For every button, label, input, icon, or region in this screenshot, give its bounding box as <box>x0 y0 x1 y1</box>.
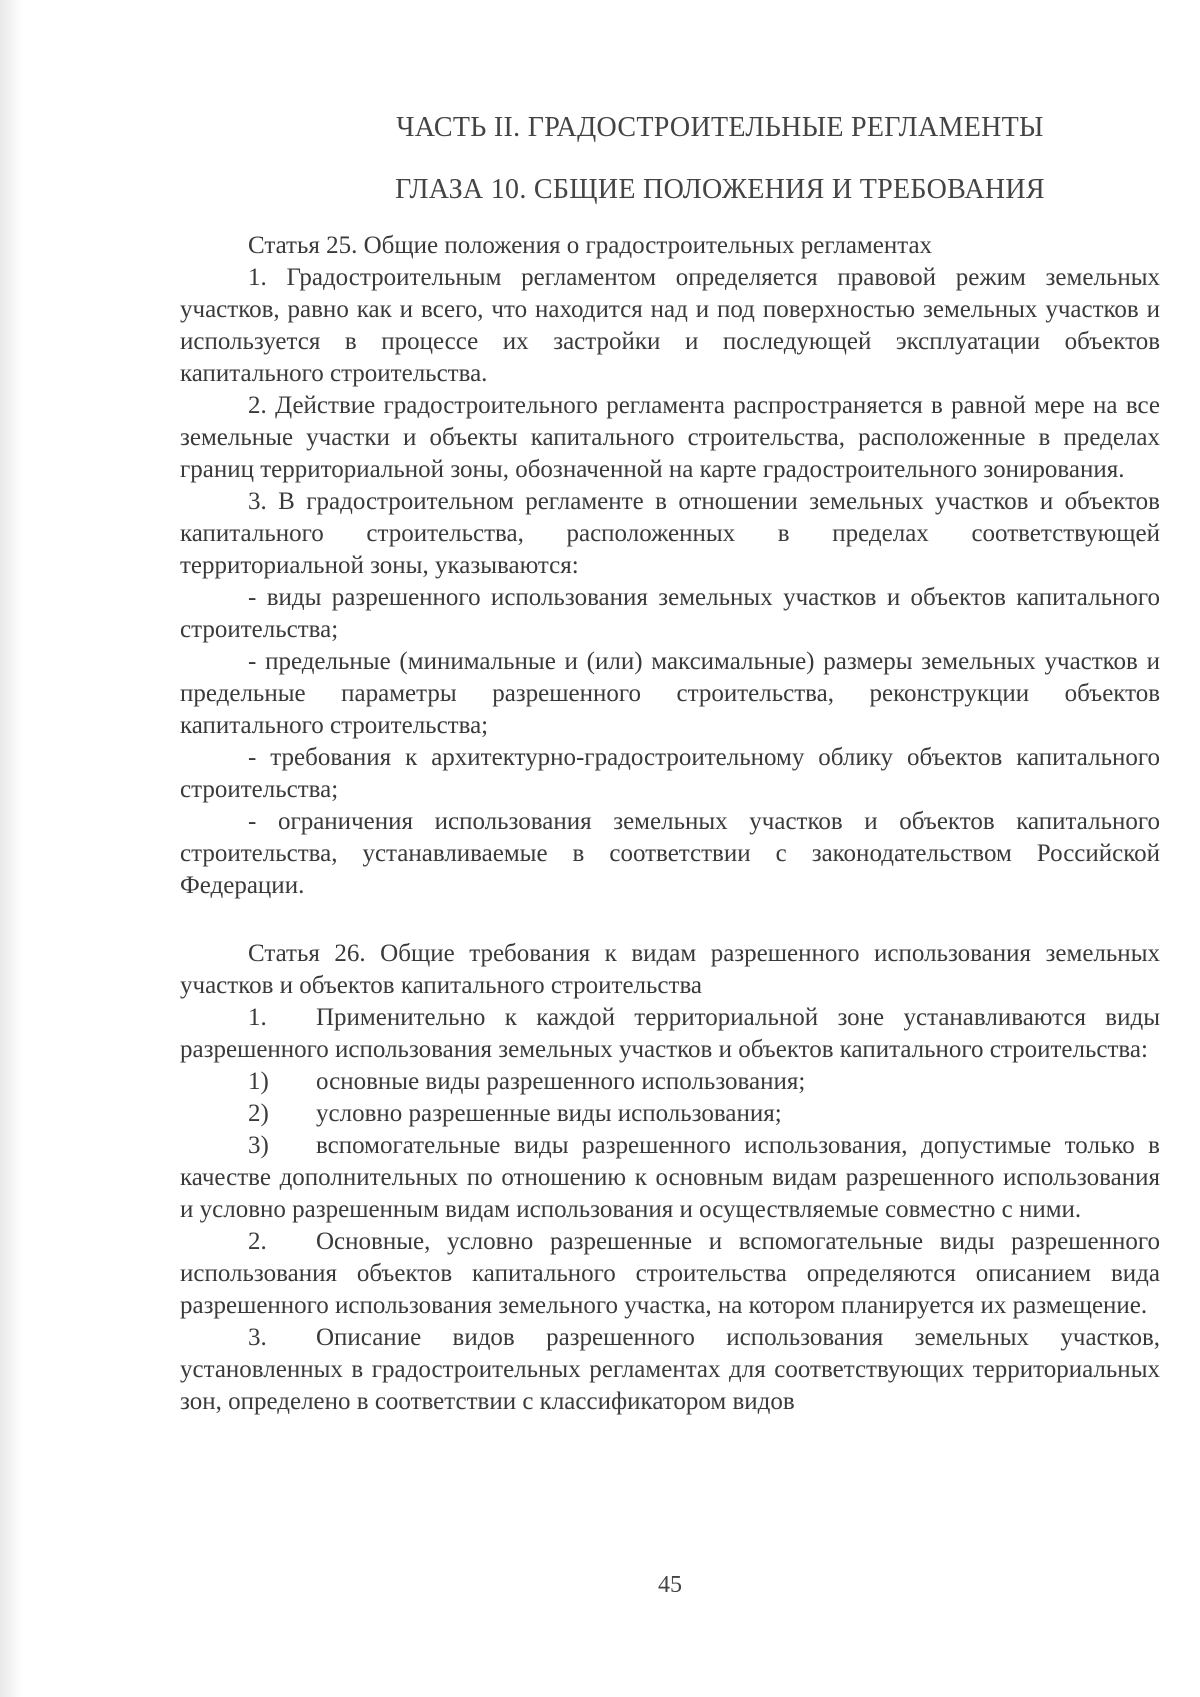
item-text: Описание видов разрешенного использования земельных участков, установленных в градостроительных регламентах для соответствующих территориальных зон, определено в соответствии с классификатором видов <box>180 1324 1160 1415</box>
article-26-items <box>180 1002 1160 1418</box>
article-25 <box>180 230 1160 902</box>
article-26-title: Статья 26. Общие требования к видам разрешенного использования земельных участков и объектов капитального строительства <box>180 940 1160 999</box>
item-text: Основные, условно разрешенные и вспомогательные виды разрешенного использования объектов капитального строительства определяются описанием вида разрешенного использования земельного участка, на котором планируется их размещение. <box>180 1228 1160 1319</box>
scan-edge-shadow <box>0 0 22 1697</box>
item-text: Применительно к каждой территориальной зоне устанавливаются виды разрешенного использования земельных участков и объектов капитального строительства: <box>180 1004 1160 1063</box>
document-page <box>180 112 1160 1418</box>
article-25-list-item: - требования к архитектурно-градостроительному облику объектов капитального строительства; <box>180 744 1160 803</box>
article-26-item <box>180 1098 1160 1130</box>
article-26-item <box>180 1002 1160 1066</box>
article-25-list-item: - ограничения использования земельных участков и объектов капитального строительства, устанавливаемые в соответствии с законодательством Российской Федерации. <box>180 808 1160 899</box>
item-number: 2. <box>248 1228 267 1255</box>
item-number: 2) <box>248 1100 269 1127</box>
article-25-paragraph: 2. Действие градостроительного регламента распространяется в равной мере на все земельные участки и объекты капитального строительства, расположенные в пределах границ территориальной зоны, обозначенной на карте градостроительного зонирования. <box>180 392 1160 483</box>
chapter-title: ГЛАЗА 10. СБЩИЕ ПОЛОЖЕНИЯ И ТРЕБОВАНИЯ <box>395 174 1045 205</box>
article-25-list-item: - предельные (минимальные и (или) максимальные) размеры земельных участков и предельные параметры разрешенного строительства, реконструкции объектов капитального строительства; <box>180 648 1160 739</box>
item-text: вспомогательные виды разрешенного использования, допустимые только в качестве дополнительных по отношению к основным видам разрешенного использования и условно разрешенным видам использования и осуществляемые совместно с ними. <box>180 1132 1160 1223</box>
article-25-paragraph: 3. В градостроительном регламенте в отношении земельных участков и объектов капитального строительства, расположенных в пределах соответствующей территориальной зоны, указываются: <box>180 488 1160 579</box>
article-26 <box>180 938 1160 1418</box>
article-26-item <box>180 1130 1160 1226</box>
part-title: ЧАСТЬ II. ГРАДОСТРОИТЕЛЬНЫЕ РЕГЛАМЕНТЫ <box>396 112 1044 143</box>
article-25-list-item: - виды разрешенного использования земельных участков и объектов капитального строительства; <box>180 584 1160 643</box>
page-number: 45 <box>658 1572 682 1598</box>
article-25-title: Статья 25. Общие положения о градостроительных регламентах <box>248 232 933 259</box>
item-text: условно разрешенные виды использования; <box>316 1100 782 1127</box>
item-number: 1) <box>248 1068 269 1095</box>
item-number: 1. <box>248 1004 267 1031</box>
article-25-paragraph: 1. Градостроительным регламентом определяется правовой режим земельных участков, равно как и всего, что находится над и под поверхностью земельных участков и используется в процессе их застройки и последующей эксплуатации объектов капитального строительства. <box>180 264 1160 387</box>
item-number: 3) <box>248 1132 269 1159</box>
item-number: 3. <box>248 1324 267 1351</box>
article-26-item <box>180 1066 1160 1098</box>
article-26-item <box>180 1322 1160 1418</box>
item-text: основные виды разрешенного использования; <box>316 1068 806 1095</box>
article-26-item <box>180 1226 1160 1322</box>
